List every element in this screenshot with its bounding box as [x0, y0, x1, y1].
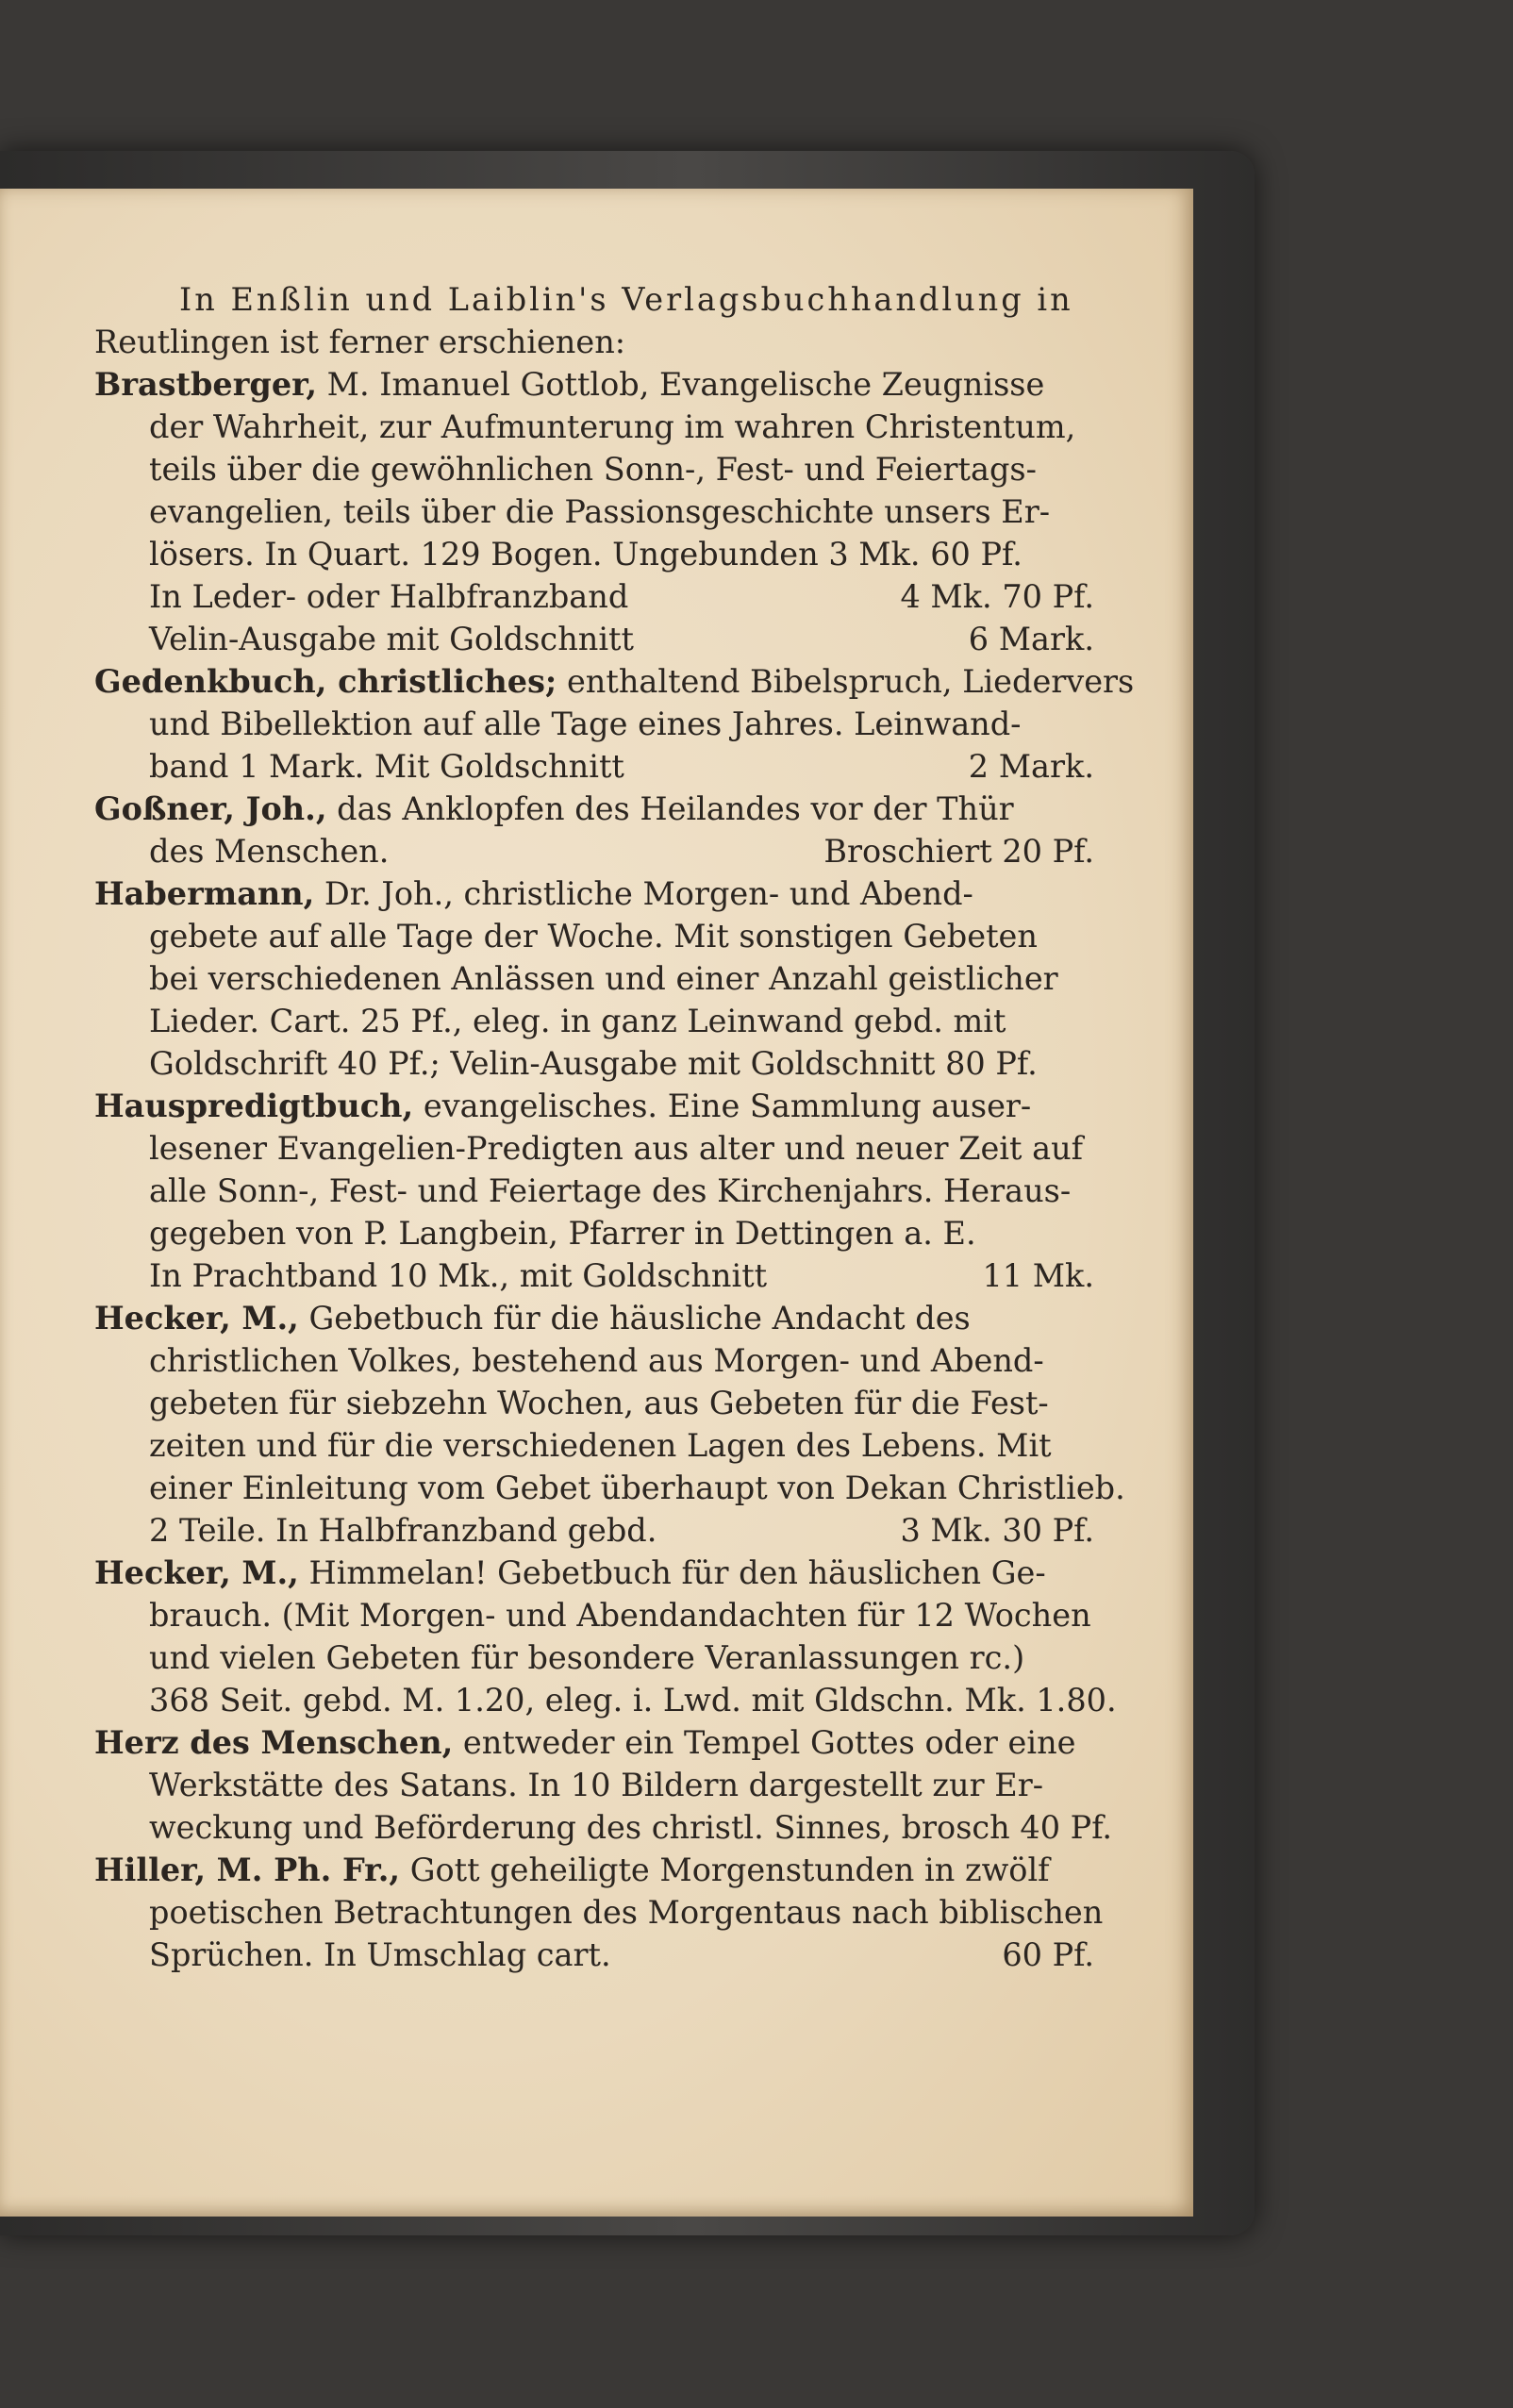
entry-price: 6 Mark. [968, 621, 1094, 657]
entry-text: das Anklopfen des Heilandes vor der Thür [326, 790, 1014, 827]
entry-price: 3 Mk. 30 Pf. [900, 1512, 1094, 1549]
entry-line [94, 1594, 1094, 1636]
entry-heading: Gedenkbuch, christliches; [94, 663, 557, 700]
entry-first-line [94, 363, 1094, 406]
entry-text: In Prachtband 10 Mk., mit Goldschnitt [149, 1257, 768, 1294]
entry-line [94, 1000, 1094, 1042]
entry-line [94, 618, 1094, 660]
entry-text: einer Einleitung vom Gebet überhaupt von Dekan Christlieb. [149, 1470, 1125, 1506]
entry-text: Lieder. Cart. 25 Pf., eleg. in ganz Leinwand gebd. mit [149, 1003, 1006, 1039]
entry-text: christlichen Volkes, bestehend aus Morgen- und Abend- [149, 1342, 1044, 1379]
entry-text: band 1 Mark. Mit Goldschnitt [149, 748, 624, 785]
entry-text: Gott geheiligte Morgenstunden in zwölf [400, 1852, 1050, 1888]
entry-text: gebeten für siebzehn Wochen, aus Gebeten für die Fest- [149, 1385, 1049, 1421]
entry-line [94, 448, 1094, 490]
catalog-entry [94, 1552, 1117, 1721]
entry-text: 2 Teile. In Halbfranzband gebd. [149, 1512, 657, 1549]
entry-first-line [94, 1552, 1094, 1594]
entry-heading: Hiller, M. Ph. Fr., [94, 1852, 401, 1888]
intro-line: In Enßlin und Laiblin's Verlagsbuchhandlung in [179, 281, 1073, 318]
entry-first-line [94, 660, 1135, 703]
entry-text: In Leder- oder Halbfranzband [149, 578, 629, 615]
catalog-entry [94, 1297, 1125, 1552]
entry-text: Himmelan! Gebetbuch für den häuslichen Ge- [298, 1554, 1046, 1591]
entry-price: 60 Pf. [1002, 1936, 1094, 1973]
entry-text: Werkstätte des Satans. In 10 Bildern dargestellt zur Er- [149, 1767, 1044, 1803]
entry-line [94, 1339, 1094, 1382]
entry-text: lesener Evangelien-Predigten aus alter und neuer Zeit auf [149, 1130, 1084, 1167]
entry-line [94, 1467, 1125, 1509]
entry-line [94, 745, 1094, 788]
entry-line [94, 406, 1094, 448]
entry-text: enthaltend Bibelspruch, Liedervers [557, 663, 1135, 700]
entry-line [94, 1254, 1094, 1297]
entry-line [94, 1127, 1094, 1170]
entry-first-line [94, 1849, 1094, 1891]
entry-text: poetischen Betrachtungen des Morgentaus nach biblischen [149, 1894, 1104, 1931]
entry-text: gebete auf alle Tage der Woche. Mit sonstigen Gebeten [149, 918, 1038, 955]
entry-line [94, 1382, 1094, 1424]
entry-text: Sprüchen. In Umschlag cart. [149, 1936, 611, 1973]
entry-line [94, 957, 1094, 1000]
entry-line [94, 490, 1094, 533]
entry-text: Velin-Ausgabe mit Goldschnitt [149, 621, 634, 657]
catalog-entry [94, 363, 1094, 660]
entry-text: bei verschiedenen Anlässen und einer Anzahl geistlicher [149, 960, 1058, 997]
entry-heading: Hecker, M., [94, 1300, 299, 1337]
entry-price: Broschiert 20 Pf. [823, 833, 1094, 870]
entry-heading: Herz des Menschen, [94, 1724, 454, 1761]
entry-line [94, 1170, 1094, 1212]
entry-price: 4 Mk. 70 Pf. [900, 578, 1094, 615]
entry-text: zeiten und für die verschiedenen Lagen des Lebens. Mit [149, 1427, 1052, 1464]
entry-line [94, 533, 1094, 575]
entry-text: Dr. Joh., christliche Morgen- und Abend- [314, 875, 973, 912]
catalog-entry [94, 1085, 1094, 1297]
entry-first-line [94, 1297, 1094, 1339]
entry-text: des Menschen. [149, 833, 390, 870]
entry-price: 11 Mk. [982, 1257, 1094, 1294]
entry-text: und vielen Gebeten für besondere Veranlassungen rc.) [149, 1639, 1025, 1676]
entry-text: 368 Seit. gebd. M. 1.20, eleg. i. Lwd. mit Gldschn. Mk. 1.80. [149, 1682, 1117, 1719]
entry-text: Goldschrift 40 Pf.; Velin-Ausgabe mit Goldschnitt 80 Pf. [149, 1045, 1038, 1082]
entry-line [94, 1934, 1094, 1976]
entry-text: brauch. (Mit Morgen- und Abendandachten für 12 Wochen [149, 1597, 1091, 1634]
entry-text: und Bibellektion auf alle Tage eines Jahres. Leinwand- [149, 706, 1022, 742]
entry-first-line [94, 872, 1094, 915]
entry-first-line [94, 1085, 1094, 1127]
entry-line [94, 1509, 1094, 1552]
entry-text: lösers. In Quart. 129 Bogen. Ungebunden 3 Mk. 60 Pf. [149, 536, 1023, 573]
book-page [0, 189, 1193, 2217]
entry-line [94, 1891, 1104, 1934]
entry-first-line [94, 788, 1094, 830]
entry-text: evangelisches. Eine Sammlung auser- [413, 1088, 1032, 1124]
entry-line [94, 1806, 1113, 1849]
entry-text: der Wahrheit, zur Aufmunterung im wahren Christentum, [149, 408, 1076, 445]
catalog-entry [94, 872, 1094, 1085]
advertisement-text [94, 278, 1135, 1976]
entry-text: weckung und Beförderung des christl. Sinnes, brosch 40 Pf. [149, 1809, 1113, 1846]
entry-line [94, 830, 1094, 872]
entry-line [94, 915, 1094, 957]
entry-first-line [94, 1721, 1094, 1764]
entry-text: M. Imanuel Gottlob, Evangelische Zeugnisse [317, 366, 1045, 403]
entry-text: gegeben von P. Langbein, Pfarrer in Dettingen a. E. [149, 1215, 976, 1252]
entry-line [94, 1212, 1094, 1254]
entry-line [94, 575, 1094, 618]
entry-heading: Brastberger, [94, 366, 318, 403]
catalog-entry [94, 660, 1135, 788]
entry-text: teils über die gewöhnlichen Sonn-, Fest- und Feiertags- [149, 451, 1037, 488]
entry-heading: Habermann, [94, 875, 315, 912]
entry-list [94, 363, 1135, 1976]
catalog-entry [94, 1721, 1113, 1849]
entry-heading: Hauspredigtbuch, [94, 1088, 414, 1124]
entry-line [94, 703, 1094, 745]
entry-line [94, 1042, 1094, 1085]
entry-price: 2 Mark. [968, 748, 1094, 785]
entry-line [94, 1636, 1094, 1679]
entry-line [94, 1764, 1094, 1806]
entry-text: entweder ein Tempel Gottes oder eine [453, 1724, 1076, 1761]
entry-line [94, 1424, 1094, 1467]
entry-line [94, 1679, 1117, 1721]
entry-text: Gebetbuch für die häusliche Andacht des [298, 1300, 971, 1337]
entry-text: evangelien, teils über die Passionsgeschichte unsers Er- [149, 493, 1051, 530]
catalog-entry [94, 1849, 1104, 1976]
intro-line: Reutlingen ist ferner erschienen: [94, 324, 626, 360]
catalog-entry [94, 788, 1094, 872]
entry-heading: Hecker, M., [94, 1554, 299, 1591]
entry-text: alle Sonn-, Fest- und Feiertage des Kirchenjahrs. Heraus- [149, 1172, 1072, 1209]
entry-heading: Goßner, Joh., [94, 790, 327, 827]
